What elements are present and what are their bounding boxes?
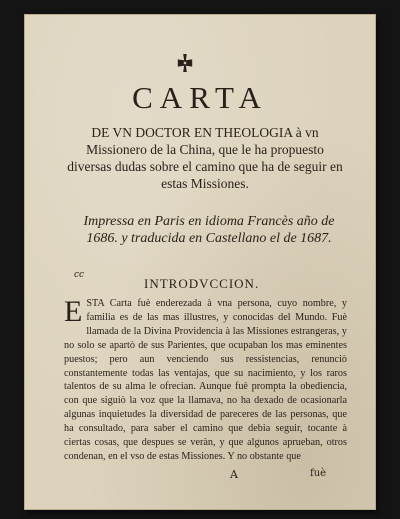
cross-pattee-icon (176, 54, 194, 72)
document-page (24, 14, 376, 510)
imprint-statement: Impressa en Paris en idioma Francès año de 1686. y traducida en Castellano el de 1687. (83, 214, 335, 246)
document-subtitle: DE VN DOCTOR EN THEOLOGIA à vn Missionero de la China, que le ha propuesto diversas dudas sobre el camino que ha de seguir en estas Missiones. (67, 125, 343, 191)
document-title: CARTA (132, 80, 268, 115)
section-heading: INTRODVCCION. (144, 276, 260, 291)
signature-mark: A (230, 468, 238, 481)
body-paragraph (64, 297, 347, 464)
body-paragraph-text: STA Carta fuè enderezada à vna persona, cuyo nombre, y familia es de las mas illustres, y conocidas del Mundo. Fuè llamada de la Divina Providencia à las Missiones estrangeras, y no solo se apartò de sus Parientes, que ocupaban los mas eminentes puestos; pero aun venciendo sus ressistencias, renunciò constantemente todas las ventajas, que su nacimiento, y los raros talentos de su alma le ofrecian. Aunque fuè prompta la obediencia, con que siguiò la voz que la llamava, no ha dexado de ocasionarla algunas inquietudes la diversidad de pareceres de las personas, que ha consultado, para saber el camino que debia seguir, tocante à ciertas cosas, que despues se veràn, y que algunos aprueban, otros condenan, en el vso de estas Missiones. Y no obstante que (64, 298, 347, 462)
drop-cap: E (64, 295, 83, 328)
marginal-mark: cc (74, 270, 85, 280)
catchword: fuè (310, 468, 327, 479)
